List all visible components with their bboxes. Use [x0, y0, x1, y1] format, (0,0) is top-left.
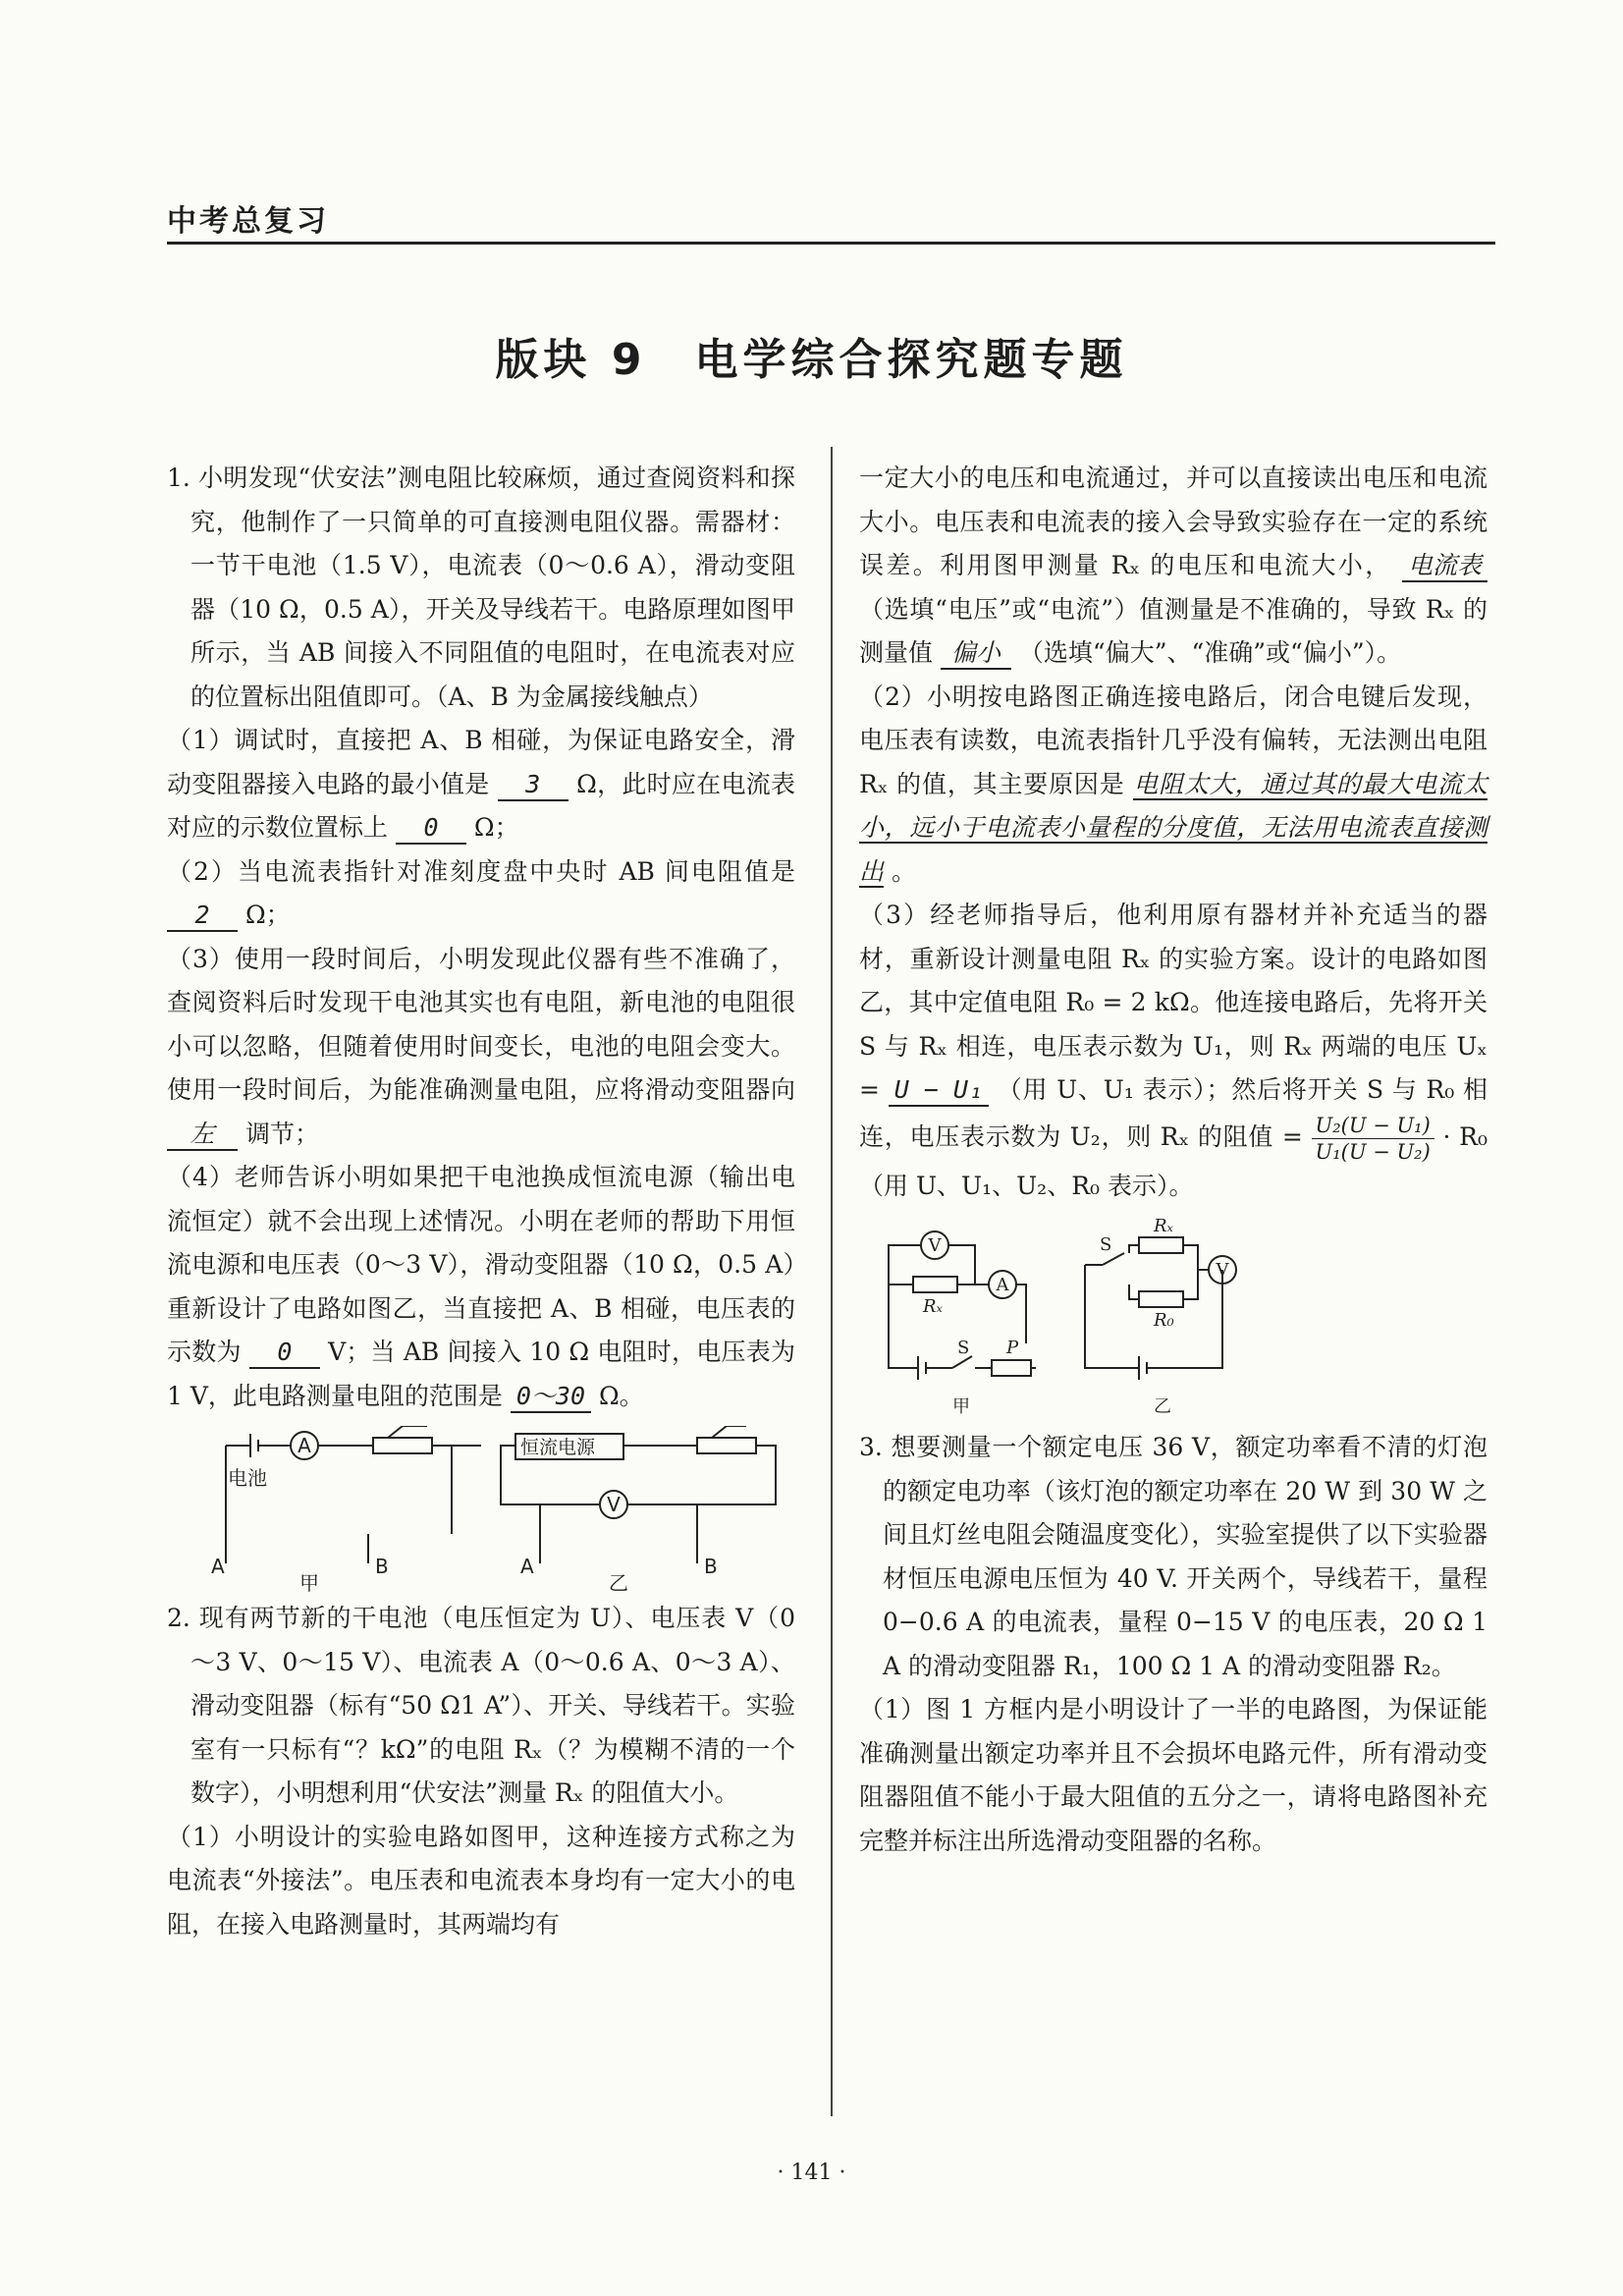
q1-p4a: （4）老师告诉小明如果把干电池换成恒流电源（输出电流恒定）就不会出现上述情况。小明在老师的帮助下用恒流电源和电压表（0～3 V），滑动变阻器（10 Ω，0.5 A）重新设计了电路如图乙，当直接把 A、B 相碰，电压表的示数为	[167, 1163, 795, 1366]
fig1-b-label: B	[375, 1555, 389, 1578]
q2-fig1-s-label: S	[957, 1338, 970, 1358]
q2-p3c: （用 U、U₁、U₂、R₀ 表示）。	[859, 1171, 1194, 1200]
fig2-a-label: A	[520, 1555, 534, 1578]
q2-stem: 2. 现有两节新的干电池（电压恒定为 U）、电压表 V（0～3 V、0～15 V）、电流表 A（0～0.6 A、0～3 A）、滑动变阻器（标有“50 Ω1 A”）、开关、导线若干。实验室有一只标有“？kΩ”的电阻 Rₓ（？为模糊不清的一个数字），小明想利用“伏安法”测量 Rₓ 的阻值大小。	[167, 1604, 795, 1807]
q1-answer-5: 0	[249, 1338, 320, 1369]
q1-answer-6: 0～30	[511, 1382, 591, 1413]
q2-p3b: （用 U、U₁ 表示）；然后将开关 S 与 R₀ 相连，电压表示数为 U₂，则 Rₓ 的阻值 =	[859, 1075, 1488, 1151]
q1-answer-2: 0	[396, 813, 466, 845]
q2-circuit-figures	[859, 1216, 1488, 1422]
running-header: 中考总复习	[167, 204, 329, 239]
ammeter-label: A	[298, 1434, 311, 1457]
page-number: · 141 ·	[777, 2160, 846, 2185]
fig2-b-label: B	[704, 1555, 718, 1578]
q2-answer-5-fraction	[1312, 1113, 1434, 1165]
q2-fig2-s-label: S	[1100, 1234, 1112, 1255]
q1-answer-3: 2	[167, 901, 238, 932]
q1-p1c: Ω；	[473, 813, 519, 842]
q2-p1d: （选填“电压”或“电流”）值测量是不准确的，导致 Rₓ 的测量值	[859, 594, 1488, 667]
q2-fig-v-label: V	[928, 1235, 942, 1256]
q2-p2a: （2）小明按电路图正确连接电路后，闭合电键后发现，电压表有读数，电流表指针几乎没有偏转，无法测出电阻 Rₓ 的值，其主要原因是	[859, 682, 1488, 798]
q2-fig-a-label: A	[996, 1275, 1009, 1295]
voltmeter-label: V	[607, 1493, 621, 1516]
q2-p2b: 。	[891, 856, 916, 886]
q2-answer-2: 偏小	[941, 638, 1011, 670]
q2-part1-cont	[859, 457, 1488, 676]
q2-part1-start: （1）小明设计的实验电路如图甲，这种连接方式称之为电流表“外接法”。电压表和电流表本身均有一定大小的电阻，在接入电路测量时，其两端均有	[167, 1822, 795, 1939]
q2-fig2-r0-label: R₀	[1154, 1310, 1174, 1331]
q2-answer-5-tail: · R₀	[1442, 1121, 1488, 1151]
q1-p4c: Ω。	[598, 1381, 644, 1410]
q2-p1e: （选填“偏大”、“准确”或“偏小”）。	[1018, 638, 1402, 667]
q1-answer-1: 3	[498, 770, 568, 801]
q1-part4	[167, 1156, 795, 1418]
fig1-caption-yi: 乙	[609, 1571, 628, 1593]
q1-p3a: （3）使用一段时间后，小明发现此仪器有些不准确了，查阅资料后时发现干电池其实也有电阻，新电池的电阻很小可以忽略，但随着使用时间变长，电池的电阻会变大。使用一段时间后，为能准确测量电阻，应将滑动变阻器向	[167, 944, 795, 1104]
q2-caption-yi: 乙	[1154, 1396, 1171, 1417]
q1-circuit-figures	[167, 1426, 795, 1593]
fig1-battery-label: 电池	[228, 1466, 267, 1490]
q2-answer-4: U − U₁	[889, 1075, 989, 1107]
q1-p1a: （1）调试时，直接把 A、B 相碰，为保证电路安全，滑动变阻器接入电路的最小值是	[167, 726, 795, 798]
fig1-a-label: A	[211, 1555, 225, 1578]
q2-answer-5-numerator: U₂(U − U₁)	[1312, 1113, 1434, 1139]
q2-p3a: （3）经老师指导后，他利用原有器材并补充适当的器材，重新设计测量电阻 Rₓ 的实验方案。设计的电路如图乙，其中定值电阻 R₀ = 2 kΩ。他连接电路后，先将开关 S 与 Rₓ 相连，电压表示数为 U₁，则 Rₓ 两端的电压 Uₓ =	[859, 901, 1488, 1104]
q1-stem: 1. 小明发现“伏安法”测电阻比较麻烦，通过查阅资料和探究，他制作了一只简单的可直接测电阻仪器。需器材：一节干电池（1.5 V），电流表（0～0.6 A），滑动变阻器（10 Ω，0.5 A），开关及导线若干。电路原理如图甲所示，当 AB 间接入不同阻值的电阻时，在电流表对应的位置标出阻值即可。（A、B 为金属接线触点）	[167, 464, 795, 711]
q2-answer-5-denominator: U₁(U − U₂)	[1315, 1139, 1431, 1164]
page-title: 版块 9 电学综合探究题专题	[495, 335, 1128, 385]
q1-p2a: （2）当电流表指针对准刻度盘中央时 AB 间电阻值是	[167, 856, 795, 886]
q2-caption-jia: 甲	[952, 1396, 970, 1417]
q2-answer-1: 电流表	[1402, 551, 1488, 582]
fig1-caption-jia: 甲	[299, 1571, 319, 1593]
column-divider	[831, 447, 833, 2116]
q2-part2	[859, 676, 1488, 895]
fig1-source-label: 恒流电源	[520, 1437, 596, 1458]
q2-fig1-p-label: P	[1006, 1338, 1019, 1358]
q2-answer-3: 电阻太大，通过其的最大电流太小，远小于电流表小量程的分度值，无法用电流表直接测出	[859, 769, 1488, 886]
right-column	[859, 457, 1488, 1863]
q1-part3	[167, 938, 795, 1157]
q2-fig2-rx-label: Rₓ	[1154, 1216, 1173, 1236]
q1-p3b: 调节；	[244, 1119, 319, 1148]
q1-p4b: V；当 AB 间接入 10 Ω 电阻时，电压表为 1 V，此电路测量电阻的范围是	[167, 1338, 795, 1410]
q1-answer-4: 左	[167, 1120, 238, 1151]
left-column	[167, 457, 795, 1946]
q1-p1b: Ω，此时应在电流表对应的示数位置标上	[167, 769, 795, 842]
q1-part2	[167, 850, 795, 938]
q3-stem: 3. 想要测量一个额定电压 36 V，额定功率看不清的灯泡的额定电功率（该灯泡的额定功率在 20 W 到 30 W 之间且灯丝电阻会随温度变化），实验室提供了以下实验器材恒压电源电压恒为 40 V. 开关两个，导线若干，量程 0−0.6 A 的电流表，量程 0−15 V 的电压表，20 Ω 1 A 的滑动变阻器 R₁，100 Ω 1 A 的滑动变阻器 R₂。	[859, 1433, 1488, 1680]
q1-part1	[167, 719, 795, 850]
q3-part1: （1）图 1 方框内是小明设计了一半的电路图，为保证能准确测量出额定功率并且不会损坏电路元件，所有滑动变阻器阻值不能小于最大阻值的五分之一，请将电路图补充完整并标注出所选滑动变阻器的名称。	[859, 1695, 1488, 1855]
header-rule	[167, 242, 1495, 245]
q1-p2b: Ω；	[244, 901, 291, 929]
q2-fig2-v-label: V	[1216, 1260, 1229, 1281]
q2-p1cont: 一定大小的电压和电流通过，并可以直接读出电压和电流大小。电压表和电流表的接入会导致实验存在一定的系统误差。利用图甲测量 Rₓ 的电压和电流大小，	[859, 464, 1488, 579]
q2-fig1-rx-label: Rₓ	[923, 1296, 943, 1317]
q2-part3	[859, 894, 1488, 1208]
